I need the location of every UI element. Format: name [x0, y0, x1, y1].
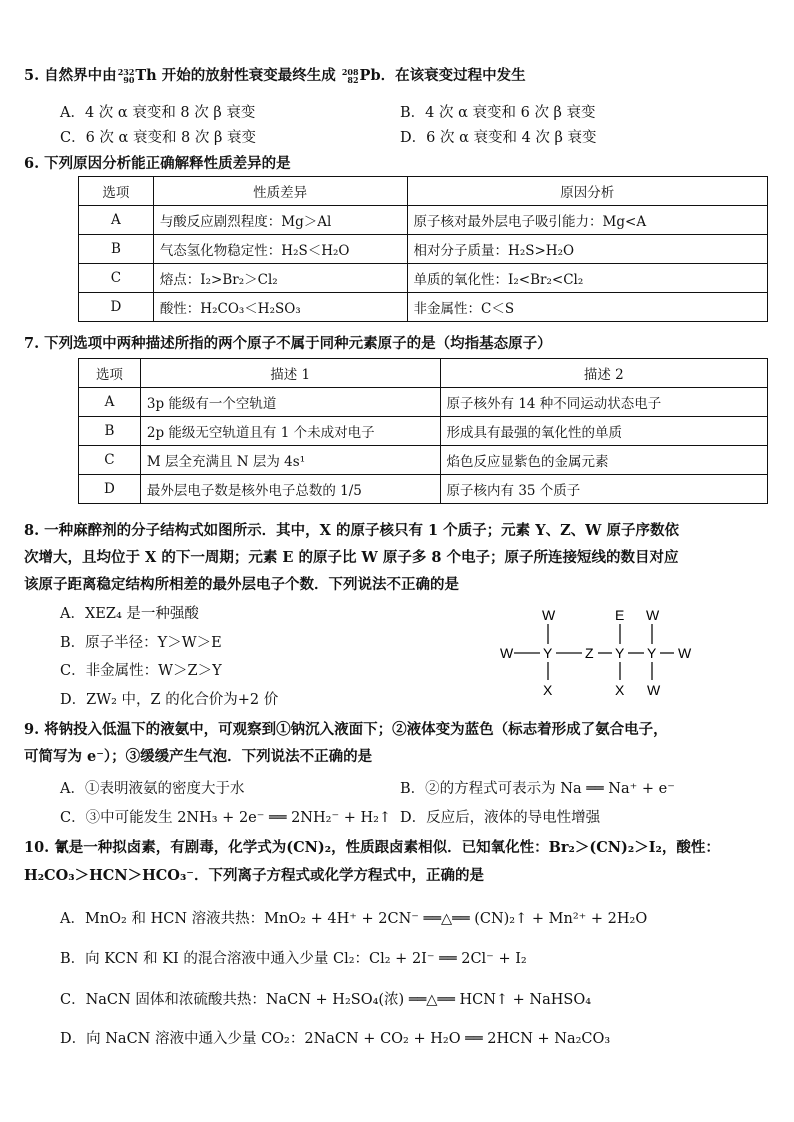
header-cell: 选项 [79, 177, 154, 206]
q5-option-c: C．6 次 α 衰变和 8 次 β 衰变 [60, 130, 256, 146]
atom-label: Z [585, 645, 594, 661]
q5-option-a: A．4 次 α 衰变和 8 次 β 衰变 [60, 105, 256, 121]
q9-option-a: A．①表明液氨的密度大于水 [60, 781, 245, 797]
atom-label: Y [615, 645, 625, 661]
reason-cell: 非金属性：C＜S [407, 293, 767, 322]
q6-stem: 6. 下列原因分析能正确解释性质差异的是 [24, 155, 291, 172]
atom-label: E [615, 607, 625, 623]
option-cell: D [79, 293, 154, 322]
molecule-structure-diagram [498, 606, 708, 698]
atom-label: W [647, 682, 661, 698]
header-cell: 性质差异 [153, 177, 407, 206]
atom-label: W [646, 607, 660, 623]
table-header-row [79, 177, 768, 206]
q10-option-b: B．向 KCN 和 KI 的混合溶液中通入少量 Cl₂：Cl₂ + 2I⁻ ══ 2Cl⁻ + I₂ [60, 951, 527, 967]
q8-stem-line2: 次增大，且均位于 X 的下一周期；元素 E 的原子比 W 原子多 8 个电子；原子所连接短线的数目对应 [24, 549, 679, 566]
description-2-cell: 原子核外有 14 种不同运动状态电子 [440, 388, 767, 417]
q10-option-d: D．向 NaCN 溶液中通入少量 CO₂：2NaCN + CO₂ + H₂O ══ 2HCN + Na₂CO₃ [60, 1031, 611, 1047]
option-cell: A [79, 206, 154, 235]
table-row [79, 388, 768, 417]
q9-option-d: D．反应后，液体的导电性增强 [400, 810, 601, 826]
description-2-cell: 焰色反应显紫色的金属元素 [440, 446, 767, 475]
atom-label: W [542, 607, 556, 623]
q5-option-b: B．4 次 α 衰变和 6 次 β 衰变 [400, 105, 596, 121]
atom-label: X [543, 682, 553, 698]
description-2-cell: 原子核内有 35 个质子 [440, 475, 767, 504]
table-row [79, 264, 768, 293]
atom-label: W [678, 645, 692, 661]
table-header-row [79, 359, 768, 388]
description-1-cell: 2p 能级无空轨道且有 1 个未成对电子 [140, 417, 440, 446]
q7-table [78, 358, 768, 504]
q10-option-a: A．MnO₂ 和 HCN 溶液共热：MnO₂ + 4H⁺ + 2CN⁻ ══△══ (CN)₂↑ + Mn²⁺ + 2H₂O [60, 911, 648, 927]
q9-option-c: C．③中可能发生 2NH₃ + 2e⁻ ══ 2NH₂⁻ + H₂↑ [60, 810, 392, 826]
table-row [79, 206, 768, 235]
q9-stem-line2: 可简写为 e⁻）；③缓缓产生气泡．下列说法不正确的是 [24, 748, 373, 765]
option-cell: C [79, 264, 154, 293]
atom-label: Y [647, 645, 657, 661]
atom-label: Y [543, 645, 553, 661]
atom-label: X [615, 682, 625, 698]
q8-option-c: C．非金属性：W＞Z＞Y [60, 663, 222, 679]
description-2-cell: 形成具有最强的氧化性的单质 [440, 417, 767, 446]
reason-cell: 相对分子质量：H₂S>H₂O [407, 235, 767, 264]
option-cell: C [79, 446, 141, 475]
q10-option-c: C．NaCN 固体和浓硫酸共热：NaCN + H₂SO₄(浓) ══△══ HCN↑ + NaHSO₄ [60, 992, 592, 1008]
table-row [79, 293, 768, 322]
th-nuclide-numbers: 232 90 [117, 67, 135, 85]
pb-nuclide-numbers: 208 82 [341, 67, 359, 85]
description-1-cell: M 层全充满且 N 层为 4s¹ [140, 446, 440, 475]
q8-option-a: A．XEZ₄ 是一种强酸 [60, 606, 199, 622]
description-1-cell: 最外层电子数是核外电子总数的 1/5 [140, 475, 440, 504]
header-cell: 原因分析 [407, 177, 767, 206]
q10-stem-line1: 10. 氰是一种拟卤素，有剧毒，化学式为(CN)₂，性质跟卤素相似．已知氧化性：Br₂＞(CN)₂＞I₂，酸性： [24, 839, 720, 856]
header-cell: 描述 2 [440, 359, 767, 388]
header-cell: 选项 [79, 359, 141, 388]
reason-cell: 原子核对最外层电子吸引能力：Mg<A [407, 206, 767, 235]
table-row [79, 475, 768, 504]
property-cell: 熔点：I₂>Br₂＞Cl₂ [153, 264, 407, 293]
description-1-cell: 3p 能级有一个空轨道 [140, 388, 440, 417]
q7-stem: 7. 下列选项中两种描述所指的两个原子不属于同种元素原子的是（均指基态原子） [24, 335, 552, 352]
option-cell: A [79, 388, 141, 417]
option-cell: B [79, 417, 141, 446]
q9-stem-line1: 9. 将钠投入低温下的液氨中，可观察到①钠沉入液面下；②液体变为蓝色（标志着形成了氨合电子， [24, 721, 668, 738]
property-cell: 与酸反应剧烈程度：Mg＞Al [153, 206, 407, 235]
q8-option-d: D．ZW₂ 中，Z 的化合价为+2 价 [60, 692, 279, 708]
q8-stem-line1: 8. 一种麻醉剂的分子结构式如图所示．其中，X 的原子核只有 1 个质子；元素 Y、Z、W 原子序数依 [24, 522, 679, 539]
table-row [79, 446, 768, 475]
reason-cell: 单质的氧化性：I₂<Br₂<Cl₂ [407, 264, 767, 293]
q6-table [78, 176, 768, 322]
q8-option-b: B．原子半径：Y＞W＞E [60, 635, 222, 651]
property-cell: 气态氢化物稳定性：H₂S＜H₂O [153, 235, 407, 264]
table-row [79, 235, 768, 264]
table-row [79, 417, 768, 446]
q8-stem-line3: 该原子距离稳定结构所相差的最外层电子个数．下列说法不正确的是 [24, 576, 459, 593]
q9-option-b: B．②的方程式可表示为 Na ══ Na⁺ + e⁻ [400, 781, 675, 797]
q5-stem: 5. 自然界中由232 90Th 开始的放射性衰变最终生成 208 82Pb．在该衰变过程中发生 [24, 67, 526, 85]
header-cell: 描述 1 [140, 359, 440, 388]
property-cell: 酸性：H₂CO₃＜H₂SO₃ [153, 293, 407, 322]
option-cell: B [79, 235, 154, 264]
atom-label: W [500, 645, 514, 661]
q5-option-d: D．6 次 α 衰变和 4 次 β 衰变 [400, 130, 597, 146]
q10-stem-line2: H₂CO₃＞HCN＞HCO₃⁻．下列离子方程式或化学方程式中，正确的是 [24, 867, 484, 884]
option-cell: D [79, 475, 141, 504]
